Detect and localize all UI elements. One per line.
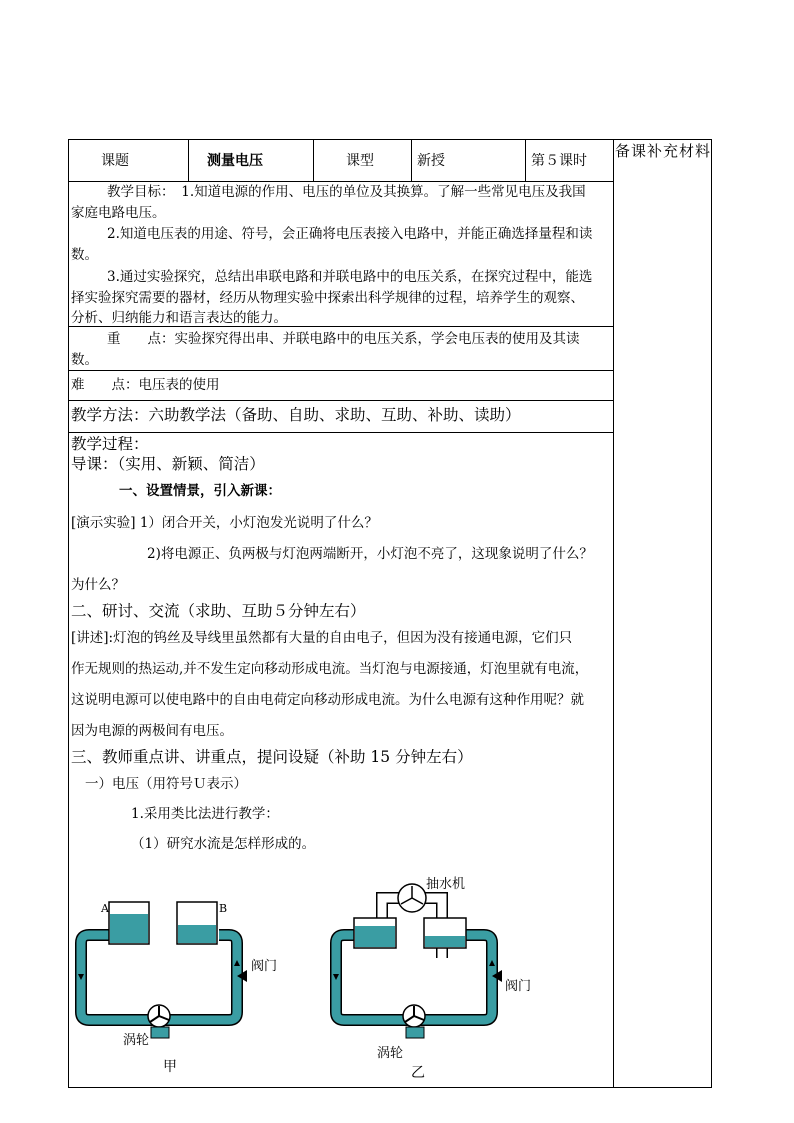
turbine-label: 涡轮: [377, 1046, 404, 1061]
row-divider: [69, 432, 613, 433]
section-heading: 三、教师重点讲、讲重点，提问设疑（补助 15 分钟左右）: [71, 748, 473, 766]
lecture-line: [讲述]:灯泡的钨丝及导线里虽然都有大量的自由电子，但因为没有接通电源，它们只: [71, 630, 573, 646]
demo-line: 为什么？: [71, 577, 125, 593]
header-divider: [525, 140, 526, 181]
row-divider: [69, 370, 613, 371]
objectives-line: 数。: [71, 247, 98, 263]
subsection-item: （1）研究水流是怎样形成的。: [131, 836, 316, 852]
water-circuit-diagram-b: [324, 870, 524, 1080]
pump-label: 抽水机: [426, 877, 466, 892]
objectives-line: 3.通过实验探究，总结出串联电路和并联电路中的电压关系，在探究过程中，能选: [107, 269, 593, 285]
objectives-line: 分析、归纳能力和语言表达的能力。: [71, 310, 287, 326]
demo-line: 2)将电源正、负两极与灯泡两端断开，小灯泡不亮了，这现象说明了什么？: [147, 546, 593, 562]
lesson-title: 测量电压: [207, 153, 263, 169]
key-points-line: 数。: [71, 352, 98, 368]
water-circuit-diagram-a: [69, 890, 309, 1085]
label-b: B: [219, 902, 228, 915]
header-divider: [188, 140, 189, 181]
objectives-line: 2.知道电压表的用途、符号，会正确将电压表接入电路中，并能正确选择量程和读: [107, 226, 593, 242]
process-intro: 导课：（实用、新颖、简洁）: [71, 455, 265, 473]
figure-caption: 甲: [163, 1059, 177, 1075]
teaching-method: 教学方法：六助教学法（备助、自助、求助、互助、补助、读助）: [71, 406, 521, 424]
objectives-line: 教学目标： 1.知道电源的作用、电压的单位及其换算。了解一些常见电压及我国: [107, 184, 586, 200]
demo-line: [演示实验] 1）闭合开关，小灯泡发光说明了什么？: [71, 515, 378, 531]
lesson-type: 新授: [417, 153, 445, 169]
lesson-period: 第５课时: [531, 153, 587, 169]
subsection-heading: 一）电压（用符号Ｕ表示）: [85, 776, 247, 792]
process-title: 教学过程：: [71, 435, 149, 453]
side-column-divider: [613, 140, 614, 1087]
difficult-point: 难 点：电压表的使用: [71, 377, 220, 393]
objectives-line: 家庭电路电压。: [71, 205, 166, 221]
header-divider: [411, 140, 412, 181]
turbine-label: 涡轮: [123, 1033, 150, 1048]
header-label-type: 课型: [346, 153, 374, 169]
figure-caption: 乙: [411, 1065, 425, 1081]
subsection-item: 1.采用类比法进行教学：: [131, 806, 279, 822]
objectives-line: 择实验探究需要的器材，经历从物理实验中探索出科学规律的过程，培养学生的观察、: [71, 290, 584, 306]
section-heading: 一、设置情景，引入新课：: [119, 483, 281, 499]
side-column-title: 备课补充材料: [615, 142, 712, 160]
label-a: A: [101, 902, 109, 915]
lesson-plan-table: [68, 139, 712, 1088]
valve-label: 阀门: [251, 959, 278, 974]
lecture-line: 因为电源的两极间有电压。: [71, 723, 233, 739]
row-divider: [69, 400, 613, 401]
key-points-line: 重 点：实验探究得出串、并联电路中的电压关系，学会电压表的使用及其读: [107, 331, 580, 347]
header-divider: [313, 140, 314, 181]
lecture-line: 作无规则的热运动,并不发生定向移动形成电流。当灯泡与电源接通，灯泡里就有电流，: [71, 661, 589, 677]
lecture-line: 这说明电源可以使电路中的自由电荷定向移动形成电流。为什么电源有这种作用呢？就: [71, 692, 584, 708]
header-label-topic: 课题: [101, 153, 129, 169]
section-heading: 二、研讨、交流（求助、互助５分钟左右）: [71, 602, 366, 620]
valve-label: 阀门: [505, 979, 532, 994]
